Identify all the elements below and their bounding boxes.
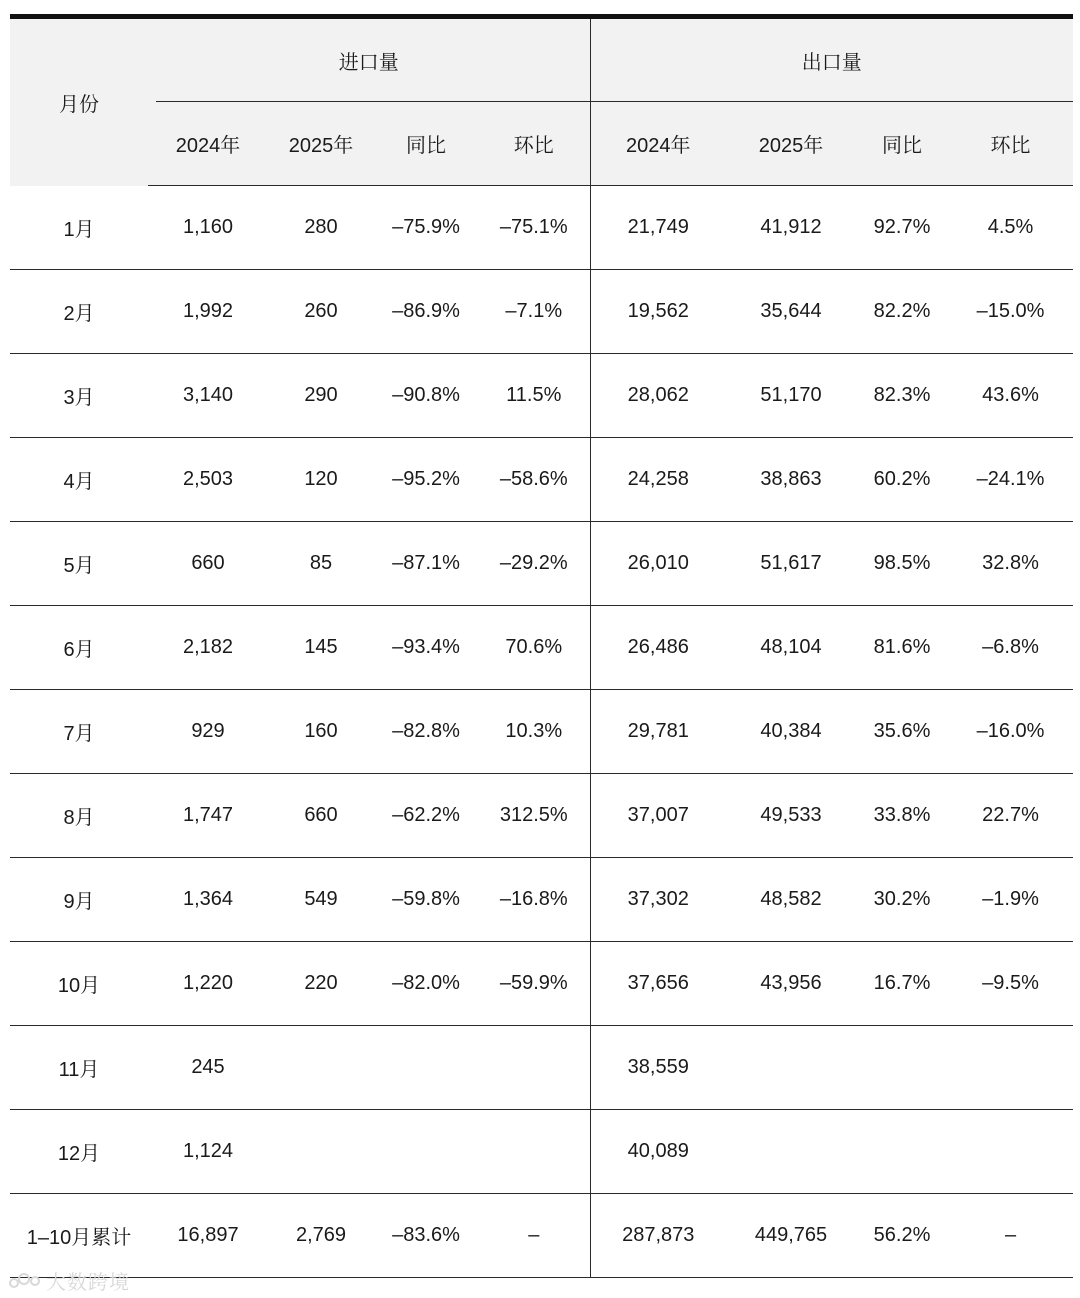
cell-import-yoy: –93.4%	[374, 606, 478, 690]
cell-export-2024: 29,781	[590, 690, 726, 774]
cell-import-2025: 2,769	[268, 1194, 374, 1278]
cell-export-2025	[726, 1110, 856, 1194]
cell-month: 5月	[10, 522, 148, 606]
cell-export-mom: –6.8%	[948, 606, 1073, 690]
cell-import-mom: –16.8%	[478, 858, 590, 942]
cell-import-yoy: –59.8%	[374, 858, 478, 942]
header-import-2025: 2025年	[268, 102, 374, 186]
cell-import-yoy: –90.8%	[374, 354, 478, 438]
cell-export-yoy: 98.5%	[856, 522, 948, 606]
cell-month: 4月	[10, 438, 148, 522]
cell-export-mom: –9.5%	[948, 942, 1073, 1026]
cell-import-2024: 1,364	[148, 858, 268, 942]
cell-export-2025: 43,956	[726, 942, 856, 1026]
cell-export-mom	[948, 1026, 1073, 1110]
cell-import-2025	[268, 1110, 374, 1194]
table-row	[10, 1026, 1073, 1110]
cell-import-2024: 16,897	[148, 1194, 268, 1278]
cell-export-yoy: 92.7%	[856, 186, 948, 270]
cell-import-2025	[268, 1026, 374, 1110]
cell-export-2024: 21,749	[590, 186, 726, 270]
cell-month: 1月	[10, 186, 148, 270]
header-export-mom: 环比	[948, 102, 1073, 186]
header-export-2025: 2025年	[726, 102, 856, 186]
cell-export-2025: 49,533	[726, 774, 856, 858]
table-row	[10, 1110, 1073, 1194]
header-import-mom: 环比	[478, 102, 590, 186]
import-export-table	[10, 14, 1073, 1278]
cell-import-2025: 290	[268, 354, 374, 438]
cell-import-2024: 1,747	[148, 774, 268, 858]
cell-month: 6月	[10, 606, 148, 690]
cell-export-2024: 19,562	[590, 270, 726, 354]
cell-month: 11月	[10, 1026, 148, 1110]
table-row	[10, 186, 1073, 270]
brand-logo-icon	[8, 1271, 42, 1291]
cell-month: 8月	[10, 774, 148, 858]
cell-export-yoy: 33.8%	[856, 774, 948, 858]
cell-month: 9月	[10, 858, 148, 942]
cell-import-2025: 120	[268, 438, 374, 522]
cell-import-yoy: –82.8%	[374, 690, 478, 774]
cell-export-mom: 32.8%	[948, 522, 1073, 606]
cell-import-yoy	[374, 1026, 478, 1110]
header-import-group: 进口量	[148, 17, 590, 103]
table-body	[10, 186, 1073, 1278]
cell-month: 2月	[10, 270, 148, 354]
cell-export-2025: 51,617	[726, 522, 856, 606]
cell-export-yoy	[856, 1110, 948, 1194]
cell-export-yoy: 56.2%	[856, 1194, 948, 1278]
cell-import-2025: 145	[268, 606, 374, 690]
cell-import-2024: 2,503	[148, 438, 268, 522]
cell-month: 12月	[10, 1110, 148, 1194]
cell-export-yoy	[856, 1026, 948, 1110]
cell-import-2024: 1,124	[148, 1110, 268, 1194]
header-import-yoy: 同比	[374, 102, 478, 186]
cell-import-2024: 3,140	[148, 354, 268, 438]
table-row	[10, 522, 1073, 606]
cell-export-2025: 41,912	[726, 186, 856, 270]
cell-import-2025: 220	[268, 942, 374, 1026]
cell-export-2024: 28,062	[590, 354, 726, 438]
cell-export-yoy: 30.2%	[856, 858, 948, 942]
table-header	[10, 17, 1073, 186]
cell-import-mom: –75.1%	[478, 186, 590, 270]
cell-import-yoy: –75.9%	[374, 186, 478, 270]
table-row	[10, 942, 1073, 1026]
cell-import-mom: 70.6%	[478, 606, 590, 690]
data-table-container	[10, 14, 1073, 1278]
cell-export-2024: 37,656	[590, 942, 726, 1026]
cell-import-2024: 2,182	[148, 606, 268, 690]
cell-import-yoy: –95.2%	[374, 438, 478, 522]
cell-import-2025: 160	[268, 690, 374, 774]
table-row	[10, 690, 1073, 774]
cell-export-2025: 51,170	[726, 354, 856, 438]
table-row	[10, 1194, 1073, 1278]
cell-export-mom: –1.9%	[948, 858, 1073, 942]
cell-import-2024: 1,992	[148, 270, 268, 354]
cell-import-yoy	[374, 1110, 478, 1194]
cell-import-mom: 10.3%	[478, 690, 590, 774]
header-month: 月份	[10, 17, 148, 186]
cell-export-2024: 37,007	[590, 774, 726, 858]
cell-import-2025: 260	[268, 270, 374, 354]
cell-export-2025: 449,765	[726, 1194, 856, 1278]
table-row	[10, 270, 1073, 354]
cell-import-2024: 1,220	[148, 942, 268, 1026]
cell-export-mom	[948, 1110, 1073, 1194]
cell-export-mom: –15.0%	[948, 270, 1073, 354]
cell-export-2024: 287,873	[590, 1194, 726, 1278]
cell-export-yoy: 81.6%	[856, 606, 948, 690]
cell-export-2025: 48,582	[726, 858, 856, 942]
cell-export-2025: 40,384	[726, 690, 856, 774]
cell-month: 7月	[10, 690, 148, 774]
cell-import-2024: 660	[148, 522, 268, 606]
table-row	[10, 438, 1073, 522]
cell-import-yoy: –87.1%	[374, 522, 478, 606]
watermark	[8, 1266, 130, 1295]
cell-export-2025	[726, 1026, 856, 1110]
cell-import-yoy: –83.6%	[374, 1194, 478, 1278]
cell-import-mom: –29.2%	[478, 522, 590, 606]
cell-export-2025: 38,863	[726, 438, 856, 522]
cell-export-mom: 43.6%	[948, 354, 1073, 438]
cell-import-yoy: –82.0%	[374, 942, 478, 1026]
cell-export-yoy: 82.3%	[856, 354, 948, 438]
cell-export-2025: 35,644	[726, 270, 856, 354]
cell-import-mom: –	[478, 1194, 590, 1278]
cell-import-mom: –7.1%	[478, 270, 590, 354]
cell-import-mom: 11.5%	[478, 354, 590, 438]
header-export-2024: 2024年	[590, 102, 726, 186]
cell-import-2025: 660	[268, 774, 374, 858]
cell-export-mom: –24.1%	[948, 438, 1073, 522]
cell-month: 10月	[10, 942, 148, 1026]
cell-import-mom: –59.9%	[478, 942, 590, 1026]
cell-export-2024: 24,258	[590, 438, 726, 522]
header-import-2024: 2024年	[148, 102, 268, 186]
cell-export-mom: –	[948, 1194, 1073, 1278]
cell-export-2024: 38,559	[590, 1026, 726, 1110]
table-row	[10, 774, 1073, 858]
cell-import-2025: 549	[268, 858, 374, 942]
cell-export-yoy: 16.7%	[856, 942, 948, 1026]
table-row	[10, 858, 1073, 942]
cell-import-yoy: –62.2%	[374, 774, 478, 858]
cell-export-2024: 37,302	[590, 858, 726, 942]
cell-export-2024: 26,486	[590, 606, 726, 690]
cell-export-2024: 40,089	[590, 1110, 726, 1194]
cell-import-mom	[478, 1110, 590, 1194]
cell-export-yoy: 60.2%	[856, 438, 948, 522]
header-export-group: 出口量	[590, 17, 1073, 103]
cell-export-2025: 48,104	[726, 606, 856, 690]
cell-import-2024: 1,160	[148, 186, 268, 270]
watermark-text: 大数跨境	[46, 1272, 130, 1294]
cell-export-2024: 26,010	[590, 522, 726, 606]
cell-import-yoy: –86.9%	[374, 270, 478, 354]
cell-import-mom: 312.5%	[478, 774, 590, 858]
header-export-yoy: 同比	[856, 102, 948, 186]
cell-export-mom: 4.5%	[948, 186, 1073, 270]
cell-import-2025: 280	[268, 186, 374, 270]
cell-month: 1–10月累计	[10, 1194, 148, 1278]
cell-export-yoy: 82.2%	[856, 270, 948, 354]
cell-import-2025: 85	[268, 522, 374, 606]
cell-export-yoy: 35.6%	[856, 690, 948, 774]
table-row	[10, 606, 1073, 690]
cell-export-mom: 22.7%	[948, 774, 1073, 858]
cell-import-2024: 929	[148, 690, 268, 774]
cell-import-mom	[478, 1026, 590, 1110]
table-row	[10, 354, 1073, 438]
cell-export-mom: –16.0%	[948, 690, 1073, 774]
cell-import-mom: –58.6%	[478, 438, 590, 522]
cell-import-2024: 245	[148, 1026, 268, 1110]
cell-month: 3月	[10, 354, 148, 438]
